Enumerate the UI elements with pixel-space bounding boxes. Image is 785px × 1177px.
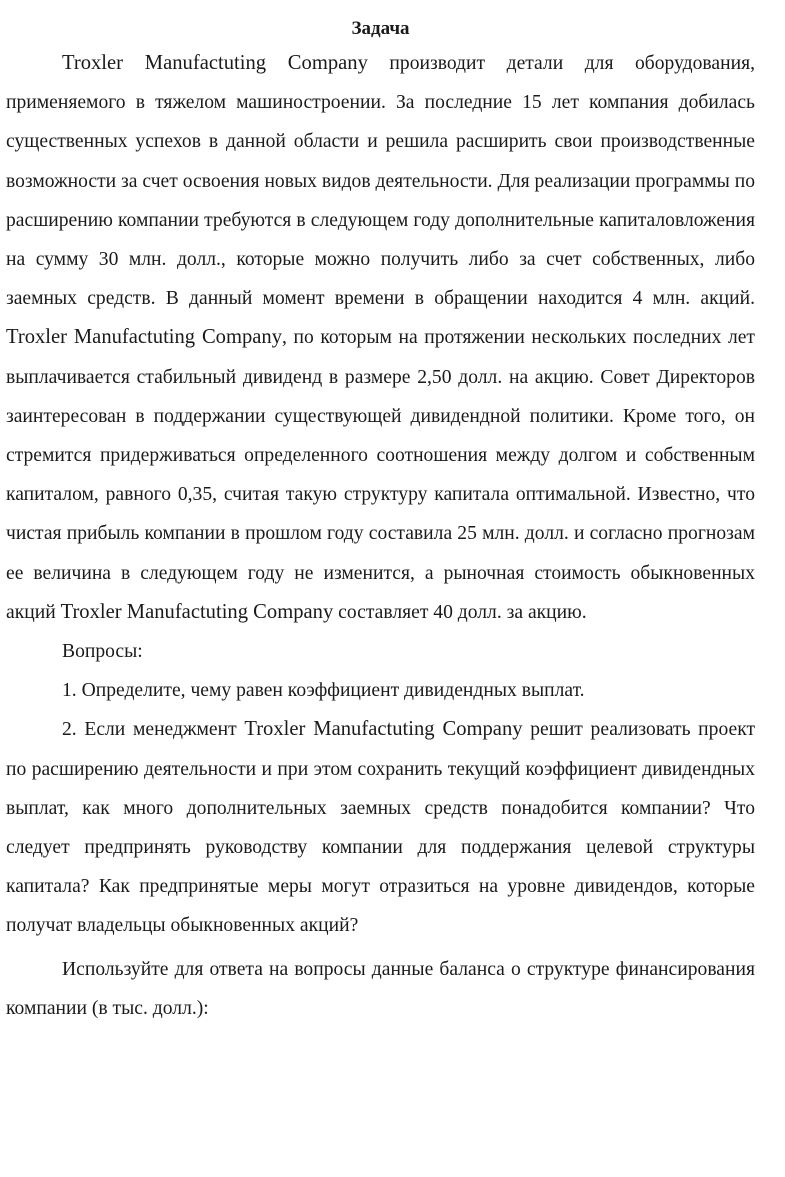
company-name: Troxler Manufactuting Company <box>244 718 523 741</box>
company-name: Troxler Manufactuting Company <box>6 326 283 349</box>
company-name: Troxler Manufactuting Company <box>62 52 368 74</box>
problem-statement-paragraph <box>6 44 755 632</box>
problem-text-part-1: производит детали для оборудования, применяемого в тяжелом машиностроении. За последние 15 лет компания добилась существенных успехов в данной области и решила расширить свои производственные возможности за счет освоения новых видов деятельности. Для реализации программы по расширению компании требуются в следующем году дополнительные капиталовложения на сумму 30 млн. долл., которые можно получить либо за счет собственных, либо заемных средств. В данный момент времени в обращении находится 4 млн. акций. <box>6 53 755 310</box>
question-1: 1. Определите, чему равен коэффициент дивидендных выплат. <box>62 680 585 702</box>
closing-instruction: Используйте для ответа на вопросы данные баланса о структуре финансирования компании (в тыс. долл.): <box>6 958 755 1019</box>
company-name: Troxler Manufactuting Company <box>60 600 334 623</box>
problem-text-part-2: , по которым на протяжении нескольких последних лет выплачивается стабильный дивиденд в размере 2,50 долл. на акцию. Совет Директоров заинтересован в поддержании существующей дивидендной политики. Кроме того, он стремится придерживаться определенного соотношения между долгом и собственным капиталом, равного 0,35, считая такую структуру капитала оптимальной. Известно, что чистая прибыль компании в прошлом году составила 25 млн. долл. и согласно прогнозам ее величина в следующем году не изменится, а рыночная стоимость обыкновенных акций <box>6 327 755 623</box>
document-page <box>6 14 755 1028</box>
question-2-text-part-1: 2. Если менеджмент <box>62 719 237 741</box>
document-title: Задача <box>351 18 410 39</box>
problem-text-part-3: составляет 40 долл. за акцию. <box>338 601 587 623</box>
questions-heading: Вопросы: <box>62 641 143 663</box>
question-2 <box>6 710 755 945</box>
question-2-text-part-2: решит реализовать проект по расширению деятельности и при этом сохранить текущий коэффициент дивидендных выплат, как много дополнительных заемных средств понадобится компании? Что следует предпринять руководству компании для поддержания целевой структуры капитала? Как предпринятые меры могут отразиться на уровне дивидендов, которые получат владельцы обыкновенных акций? <box>6 719 756 937</box>
